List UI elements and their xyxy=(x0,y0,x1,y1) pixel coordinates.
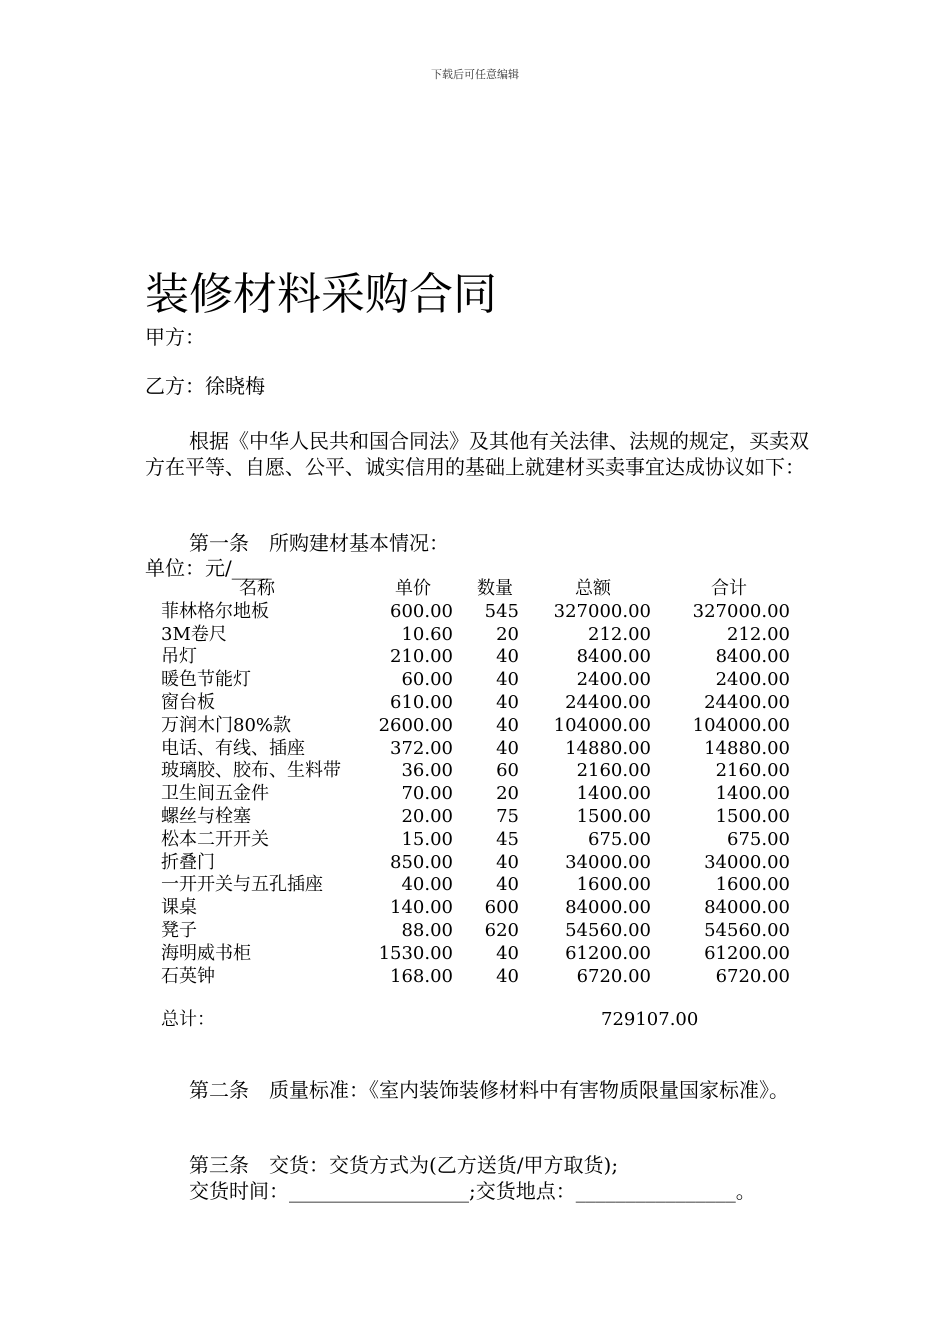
cell-name: 螺丝与栓塞 xyxy=(161,805,251,827)
cell-name: 折叠门 xyxy=(161,851,215,873)
header-sum: 合计 xyxy=(711,578,747,599)
cell-price: 600.00 xyxy=(390,600,453,622)
table-row xyxy=(145,852,805,875)
cell-name: 窗台板 xyxy=(161,691,215,713)
cell-qty: 75 xyxy=(496,805,519,827)
unit-line: 单位：元/____ xyxy=(145,556,272,580)
article-2: 第二条 质量标准：《室内装饰装修材料中有害物质限量国家标准》。 xyxy=(189,1078,789,1102)
cell-price: 168.00 xyxy=(390,965,453,987)
cell-price: 210.00 xyxy=(390,646,453,668)
cell-sum: 14880.00 xyxy=(704,737,790,759)
document-title: 装修材料采购合同 xyxy=(145,269,497,320)
cell-total: 1400.00 xyxy=(576,783,651,805)
cell-price: 850.00 xyxy=(390,851,453,873)
cell-qty: 600 xyxy=(484,897,519,919)
table-row xyxy=(145,920,805,943)
cell-total: 84000.00 xyxy=(565,897,651,919)
cell-price: 70.00 xyxy=(401,783,453,805)
party-a: 甲方： xyxy=(145,325,205,349)
cell-name: 海明威书柜 xyxy=(161,942,251,964)
table-row xyxy=(145,692,805,715)
cell-price: 15.00 xyxy=(401,828,453,850)
cell-price: 36.00 xyxy=(401,760,453,782)
cell-name: 玻璃胶、胶布、生料带 xyxy=(161,760,341,782)
cell-price: 140.00 xyxy=(390,897,453,919)
cell-qty: 20 xyxy=(496,783,519,805)
table-row xyxy=(145,624,805,647)
cell-name: 电话、有线、插座 xyxy=(161,737,305,759)
cell-name: 3M卷尺 xyxy=(161,623,227,645)
cell-sum: 34000.00 xyxy=(704,851,790,873)
table-row xyxy=(145,783,805,806)
table-row xyxy=(145,646,805,669)
table-row xyxy=(145,829,805,852)
cell-name: 凳子 xyxy=(161,919,197,941)
cell-price: 1530.00 xyxy=(378,942,453,964)
cell-total: 675.00 xyxy=(588,828,651,850)
cell-sum: 54560.00 xyxy=(704,919,790,941)
header-name: 名称 xyxy=(239,578,275,599)
cell-sum: 1500.00 xyxy=(715,805,790,827)
cell-sum: 104000.00 xyxy=(692,714,790,736)
cell-total: 54560.00 xyxy=(565,919,651,941)
cell-price: 610.00 xyxy=(390,691,453,713)
cell-sum: 84000.00 xyxy=(704,897,790,919)
cell-qty: 60 xyxy=(496,760,519,782)
article-3-line-1: 第三条 交货：交货方式为(乙方送货/甲方取货); xyxy=(189,1153,619,1177)
cell-sum: 61200.00 xyxy=(704,942,790,964)
cell-qty: 40 xyxy=(496,965,519,987)
header-total: 总额 xyxy=(575,578,611,599)
cell-name: 卫生间五金件 xyxy=(161,783,269,805)
cell-name: 吊灯 xyxy=(161,646,197,668)
header-qty: 数量 xyxy=(477,578,513,599)
cell-qty: 40 xyxy=(496,714,519,736)
cell-sum: 675.00 xyxy=(727,828,790,850)
cell-price: 372.00 xyxy=(390,737,453,759)
grand-total xyxy=(161,1009,721,1031)
table-row xyxy=(145,943,805,966)
cell-name: 暖色节能灯 xyxy=(161,669,251,691)
cell-qty: 40 xyxy=(496,942,519,964)
table-row xyxy=(145,601,805,624)
cell-sum: 2400.00 xyxy=(715,669,790,691)
cell-total: 8400.00 xyxy=(576,646,651,668)
cell-total: 2400.00 xyxy=(576,669,651,691)
cell-sum: 6720.00 xyxy=(715,965,790,987)
cell-qty: 40 xyxy=(496,737,519,759)
cell-total: 24400.00 xyxy=(565,691,651,713)
cell-qty: 40 xyxy=(496,646,519,668)
grand-total-label: 总计： xyxy=(161,1009,215,1030)
cell-name: 石英钟 xyxy=(161,965,215,987)
cell-price: 40.00 xyxy=(401,874,453,896)
cell-qty: 40 xyxy=(496,669,519,691)
table-header xyxy=(145,578,805,601)
cell-price: 2600.00 xyxy=(378,714,453,736)
cell-total: 1600.00 xyxy=(576,874,651,896)
cell-qty: 40 xyxy=(496,874,519,896)
party-b: 乙方：徐晓梅 xyxy=(145,374,265,398)
cell-total: 104000.00 xyxy=(553,714,651,736)
table-row xyxy=(145,874,805,897)
table-row xyxy=(145,806,805,829)
cell-qty: 40 xyxy=(496,851,519,873)
cell-qty: 40 xyxy=(496,691,519,713)
table-row xyxy=(145,715,805,738)
article-1: 第一条 所购建材基本情况： xyxy=(189,531,449,555)
cell-total: 327000.00 xyxy=(553,600,651,622)
cell-sum: 1400.00 xyxy=(715,783,790,805)
cell-sum: 327000.00 xyxy=(692,600,790,622)
cell-sum: 1600.00 xyxy=(715,874,790,896)
intro-paragraph: 根据《中华人民共和国合同法》及其他有关法律、法规的规定，买卖双方在平等、自愿、公平、诚实信用的基础上就建材买卖事宜达成协议如下： xyxy=(145,429,809,479)
cell-price: 60.00 xyxy=(401,669,453,691)
cell-name: 课桌 xyxy=(161,897,197,919)
cell-sum: 212.00 xyxy=(727,623,790,645)
cell-total: 212.00 xyxy=(588,623,651,645)
cell-qty: 45 xyxy=(496,828,519,850)
table-row xyxy=(145,760,805,783)
table-row xyxy=(145,897,805,920)
cell-total: 61200.00 xyxy=(565,942,651,964)
cell-qty: 620 xyxy=(484,919,519,941)
cell-sum: 2160.00 xyxy=(715,760,790,782)
materials-table xyxy=(145,578,805,988)
header-price: 单价 xyxy=(395,578,431,599)
grand-total-value: 729107.00 xyxy=(601,1009,699,1030)
cell-name: 一开开关与五孔插座 xyxy=(161,874,323,896)
cell-name: 万润木门80%款 xyxy=(161,714,292,736)
cell-sum: 8400.00 xyxy=(715,646,790,668)
cell-price: 10.60 xyxy=(401,623,453,645)
cell-price: 20.00 xyxy=(401,805,453,827)
cell-total: 6720.00 xyxy=(576,965,651,987)
table-row xyxy=(145,966,805,989)
cell-total: 34000.00 xyxy=(565,851,651,873)
cell-sum: 24400.00 xyxy=(704,691,790,713)
cell-total: 14880.00 xyxy=(565,737,651,759)
cell-total: 2160.00 xyxy=(576,760,651,782)
cell-name: 松本二开开关 xyxy=(161,828,269,850)
article-3-line-2: 交货时间：__________________;交货地点：________________。 xyxy=(189,1179,756,1203)
table-row xyxy=(145,738,805,761)
table-row xyxy=(145,669,805,692)
cell-qty: 545 xyxy=(484,600,519,622)
header-note: 下载后可任意编辑 xyxy=(431,68,519,81)
cell-total: 1500.00 xyxy=(576,805,651,827)
cell-qty: 20 xyxy=(496,623,519,645)
table-body xyxy=(145,601,805,989)
cell-name: 菲林格尔地板 xyxy=(161,600,269,622)
cell-price: 88.00 xyxy=(401,919,453,941)
